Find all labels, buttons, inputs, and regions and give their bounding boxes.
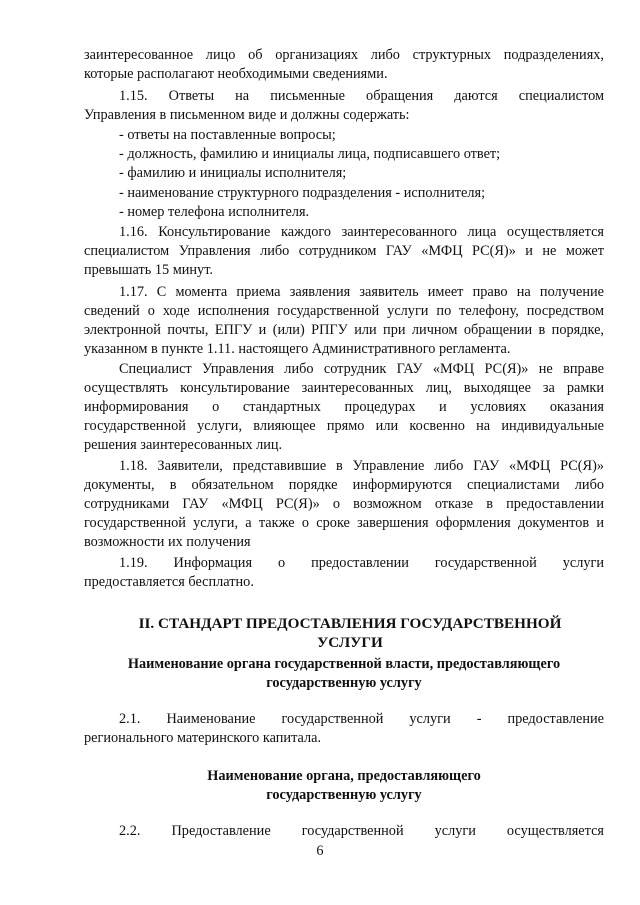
text-line: электронной почты, ЕПГУ и (или) РПГУ или при личном обращении в порядке, [84, 322, 604, 338]
paragraph-1-17: 1.17. С момента приема заявления заявитель имеет право на получение [119, 284, 604, 300]
list-item: - наименование структурного подразделения - исполнителя; [119, 185, 486, 201]
section-title: УСЛУГИ [317, 634, 383, 651]
text-line: которые располагают необходимыми сведениями. [84, 66, 388, 82]
text-line: специалистом Управления либо сотрудником ГАУ «МФЦ РС(Я)» и не может [84, 243, 604, 259]
text-line: государственной услуги, а также о сроке завершения оформления документов и [84, 515, 604, 531]
subsection-heading: Наименование органа, предоставляющего [207, 768, 481, 784]
paragraph-1-19: 1.19. Информация о предоставлении государственной услуги [119, 555, 604, 571]
text-line: предоставляется бесплатно. [84, 574, 254, 590]
text-line: Управления в письменном виде и должны содержать: [84, 107, 410, 123]
text-line: возможности их получения [84, 534, 251, 550]
text-line: заинтересованное лицо об организациях либо структурных подразделениях, [84, 47, 604, 63]
subsection-heading: Наименование органа государственной власти, предоставляющего [127, 656, 561, 672]
paragraph-2-2: 2.2. Предоставление государственной услуги осуществляется [119, 823, 604, 839]
page-number: 6 [316, 843, 324, 859]
text-line: документы, в обязательном порядке информируются специалистами либо [84, 477, 604, 493]
text-line: решения заинтересованных лиц. [84, 437, 283, 453]
list-item: - номер телефона исполнителя. [119, 204, 310, 220]
text-line: информирования о стандартных процедурах и условиях оказания [84, 399, 604, 415]
list-item: - ответы на поставленные вопросы; [119, 127, 336, 143]
text-line: государственной услуги, влияющее прямо или косвенно на индивидуальные [84, 418, 604, 434]
section-title: II. СТАНДАРТ ПРЕДОСТАВЛЕНИЯ ГОСУДАРСТВЕННОЙ [138, 615, 562, 632]
list-item: - должность, фамилию и инициалы лица, подписавшего ответ; [119, 146, 501, 162]
paragraph-2-1: 2.1. Наименование государственной услуги - предоставление [119, 711, 604, 727]
subsection-heading: государственную услугу [266, 675, 422, 691]
paragraph-1-18: 1.18. Заявители, представившие в Управление либо ГАУ «МФЦ РС(Я)» [119, 458, 604, 474]
text-line: сведений о ходе исполнения государственной услуги по телефону, посредством [84, 303, 604, 319]
text-line: регионального материнского капитала. [84, 730, 322, 746]
text-line: сотрудниками ГАУ «МФЦ РС(Я)» о возможном отказе в предоставлении [84, 496, 604, 512]
paragraph-1-16: 1.16. Консультирование каждого заинтересованного лица осуществляется [119, 224, 604, 240]
text-line: превышать 15 минут. [84, 262, 213, 278]
text-line: осуществлять консультирование заинтересованных лиц, выходящее за рамки [84, 380, 604, 396]
subsection-heading: государственную услугу [266, 787, 422, 803]
paragraph-specialist: Специалист Управления либо сотрудник ГАУ «МФЦ РС(Я)» не вправе [119, 361, 604, 377]
list-item: - фамилию и инициалы исполнителя; [119, 165, 347, 181]
text-line: указанном в пункте 1.11. настоящего Административного регламента. [84, 341, 511, 357]
paragraph-1-15: 1.15. Ответы на письменные обращения даются специалистом [119, 88, 604, 104]
